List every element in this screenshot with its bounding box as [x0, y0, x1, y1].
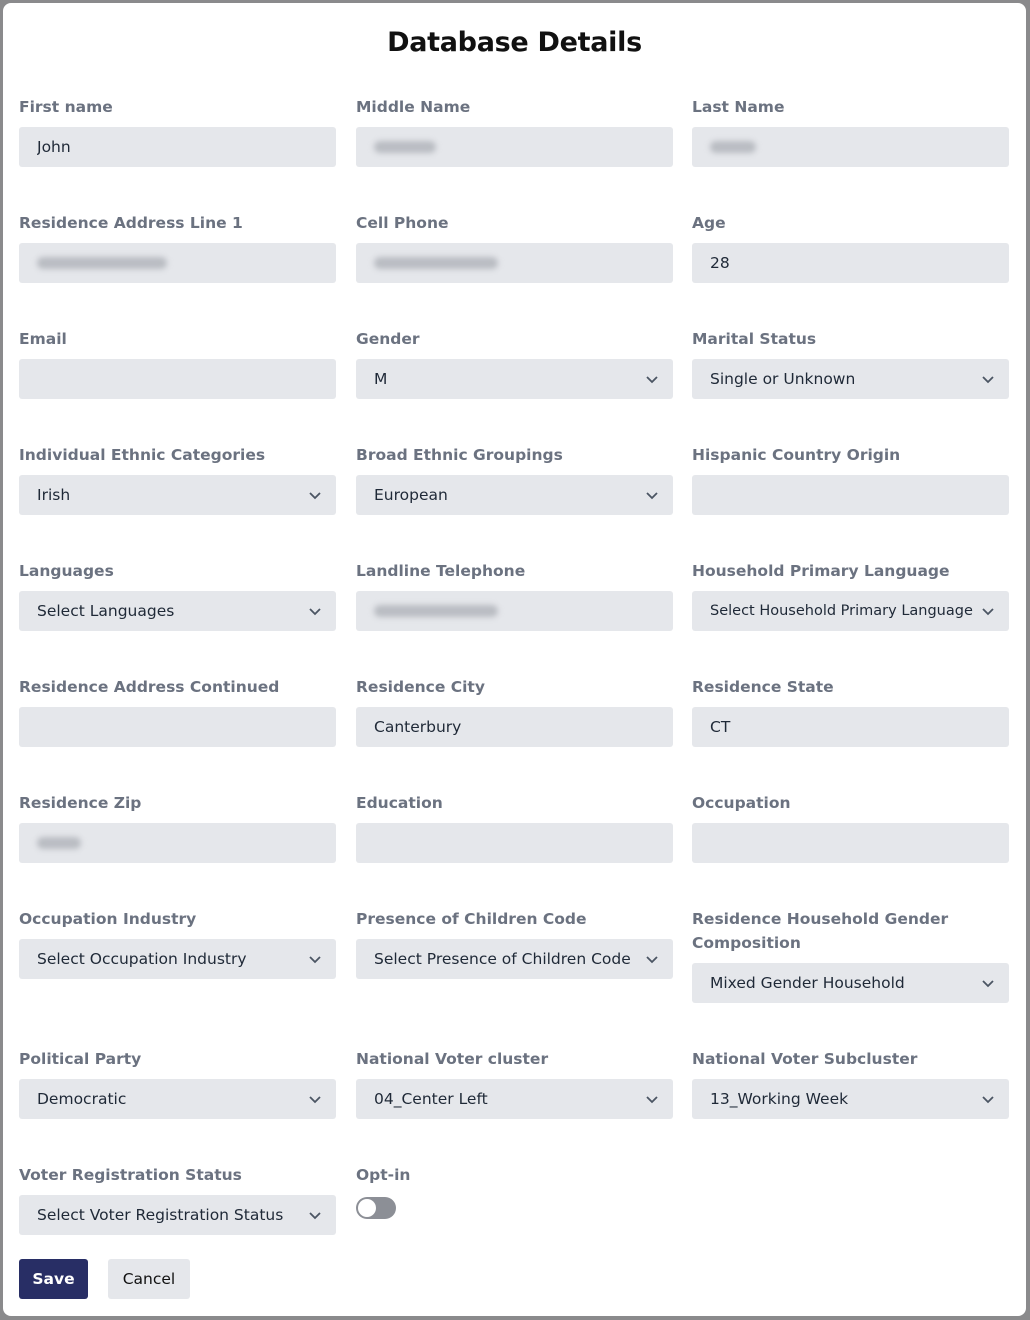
gender-composition-label: Residence Household Gender Composition — [692, 910, 949, 952]
education-label: Education — [356, 794, 443, 812]
hispanic-origin-input[interactable] — [692, 475, 1009, 515]
field-ethnic-groupings — [356, 443, 673, 515]
field-first-name — [19, 95, 336, 167]
field-occupation-industry — [19, 907, 336, 979]
middle-name-label: Middle Name — [356, 98, 471, 116]
children-code-label: Presence of Children Code — [356, 910, 587, 928]
ethnic-groupings-select[interactable]: European — [356, 475, 673, 515]
voter-registration-label: Voter Registration Status — [19, 1166, 242, 1184]
field-middle-name — [356, 95, 673, 167]
field-marital-status — [692, 327, 1009, 399]
voter-subcluster-select[interactable]: 13_Working Week — [692, 1079, 1009, 1119]
household-language-label: Household Primary Language — [692, 562, 950, 580]
chevron-down-icon — [981, 976, 995, 990]
address-continued-input[interactable] — [19, 707, 336, 747]
chevron-down-icon — [308, 604, 322, 618]
occupation-industry-select[interactable]: Select Occupation Industry — [19, 939, 336, 979]
redacted-value — [374, 605, 498, 617]
languages-select[interactable]: Select Languages — [19, 591, 336, 631]
age-label: Age — [692, 214, 726, 232]
redacted-value — [374, 141, 436, 153]
field-languages — [19, 559, 336, 631]
field-email — [19, 327, 336, 399]
redacted-value — [37, 257, 167, 269]
cancel-button[interactable]: Cancel — [108, 1259, 190, 1299]
political-party-label: Political Party — [19, 1050, 142, 1068]
state-input[interactable]: CT — [692, 707, 1009, 747]
chevron-down-icon — [981, 372, 995, 386]
field-cell-phone — [356, 211, 673, 283]
address-line-1-input[interactable] — [19, 243, 336, 283]
zip-input[interactable] — [19, 823, 336, 863]
chevron-down-icon — [645, 952, 659, 966]
field-address-line-1 — [19, 211, 336, 283]
zip-label: Residence Zip — [19, 794, 142, 812]
chevron-down-icon — [308, 1092, 322, 1106]
redacted-value — [37, 837, 81, 849]
gender-select[interactable]: M — [356, 359, 673, 399]
hispanic-origin-label: Hispanic Country Origin — [692, 446, 901, 464]
opt-in-label: Opt-in — [356, 1166, 411, 1184]
field-education — [356, 791, 673, 863]
field-landline — [356, 559, 673, 631]
address-line-1-label: Residence Address Line 1 — [19, 214, 243, 232]
landline-label: Landline Telephone — [356, 562, 526, 580]
occupation-input[interactable] — [692, 823, 1009, 863]
ethnic-groupings-label: Broad Ethnic Groupings — [356, 446, 563, 464]
field-zip — [19, 791, 336, 863]
field-age — [692, 211, 1009, 283]
household-language-select[interactable]: Select Household Primary Language — [692, 591, 1009, 631]
landline-input[interactable] — [356, 591, 673, 631]
political-party-select[interactable]: Democratic — [19, 1079, 336, 1119]
city-label: Residence City — [356, 678, 485, 696]
voter-subcluster-label: National Voter Subcluster — [692, 1050, 918, 1068]
modal-title: Database Details — [387, 27, 642, 58]
first-name-input[interactable]: John — [19, 127, 336, 167]
redacted-value — [710, 141, 756, 153]
address-continued-label: Residence Address Continued — [19, 678, 280, 696]
field-city — [356, 675, 673, 747]
chevron-down-icon — [645, 488, 659, 502]
chevron-down-icon — [981, 604, 995, 618]
voter-cluster-label: National Voter cluster — [356, 1050, 549, 1068]
field-gender — [356, 327, 673, 399]
age-input[interactable]: 28 — [692, 243, 1009, 283]
field-voter-registration — [19, 1163, 336, 1235]
children-code-select[interactable]: Select Presence of Children Code — [356, 939, 673, 979]
marital-status-label: Marital Status — [692, 330, 817, 348]
email-label: Email — [19, 330, 67, 348]
state-label: Residence State — [692, 678, 834, 696]
redacted-value — [374, 257, 498, 269]
email-input[interactable] — [19, 359, 336, 399]
education-input[interactable] — [356, 823, 673, 863]
chevron-down-icon — [308, 952, 322, 966]
field-political-party — [19, 1047, 336, 1119]
save-button[interactable]: Save — [19, 1259, 88, 1299]
voter-cluster-select[interactable]: 04_Center Left — [356, 1079, 673, 1119]
opt-in-toggle[interactable] — [356, 1197, 396, 1219]
chevron-down-icon — [645, 372, 659, 386]
chevron-down-icon — [981, 1092, 995, 1106]
marital-status-select[interactable]: Single or Unknown — [692, 359, 1009, 399]
chevron-down-icon — [645, 1092, 659, 1106]
field-voter-cluster — [356, 1047, 673, 1119]
field-hispanic-origin — [692, 443, 1009, 515]
cell-phone-label: Cell Phone — [356, 214, 449, 232]
gender-label: Gender — [356, 330, 420, 348]
cell-phone-input[interactable] — [356, 243, 673, 283]
field-children-code — [356, 907, 673, 979]
first-name-label: First name — [19, 98, 113, 116]
voter-registration-select[interactable]: Select Voter Registration Status — [19, 1195, 336, 1235]
field-household-language — [692, 559, 1009, 631]
last-name-input[interactable] — [692, 127, 1009, 167]
field-occupation — [692, 791, 1009, 863]
chevron-down-icon — [308, 488, 322, 502]
ethnic-categories-label: Individual Ethnic Categories — [19, 446, 266, 464]
chevron-down-icon — [308, 1208, 322, 1222]
field-ethnic-categories — [19, 443, 336, 515]
occupation-industry-label: Occupation Industry — [19, 910, 197, 928]
field-opt-in — [356, 1163, 673, 1219]
field-voter-subcluster — [692, 1047, 1009, 1119]
ethnic-categories-select[interactable]: Irish — [19, 475, 336, 515]
middle-name-input[interactable] — [356, 127, 673, 167]
database-details-modal — [3, 3, 1026, 1316]
field-last-name — [692, 95, 1009, 167]
field-gender-composition — [692, 907, 1009, 1003]
gender-composition-select[interactable]: Mixed Gender Household — [692, 963, 1009, 1003]
languages-label: Languages — [19, 562, 114, 580]
last-name-label: Last Name — [692, 98, 785, 116]
occupation-label: Occupation — [692, 794, 791, 812]
field-state — [692, 675, 1009, 747]
city-input[interactable]: Canterbury — [356, 707, 673, 747]
toggle-knob — [358, 1199, 376, 1217]
field-address-continued — [19, 675, 336, 747]
